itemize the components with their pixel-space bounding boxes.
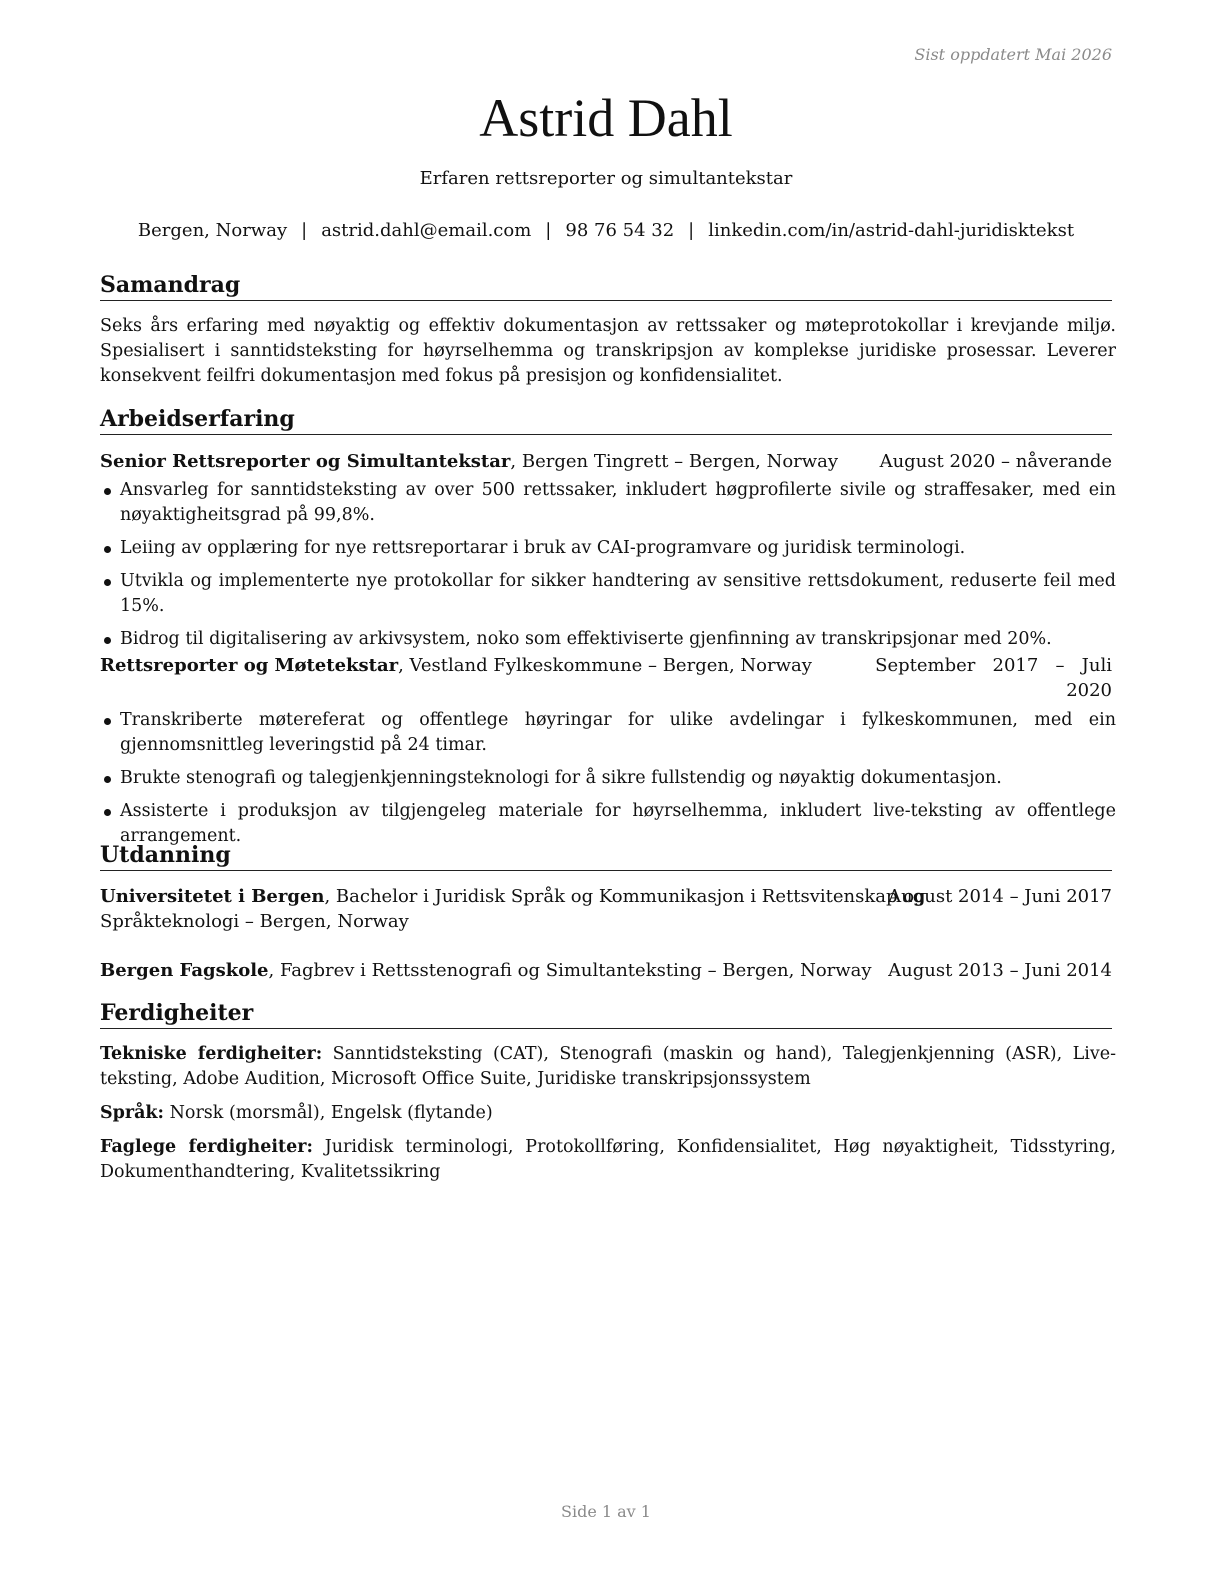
list-item: Transkriberte møtereferat og offentlege høyringar for ulike avdelingar i fylkeskommunen, med ein gjennomsnittleg leveringstid på 24 timar.: [100, 708, 1116, 758]
education-line1: [100, 884, 926, 909]
candidate-tagline: Erfaren rettsreporter og simultantekstar: [419, 168, 793, 189]
education-detail: , Fagbrev i Rettsstenografi og Simultanteksting – Bergen, Norway: [268, 960, 872, 981]
candidate-name: Astrid Dahl: [479, 88, 733, 148]
skills-value: Juridisk terminologi, Protokollføring, Konfidensialitet, Høg nøyaktigheit, Tidsstyring, Dokumenthandtering, Kvalitetssikring: [100, 1137, 1116, 1182]
job-org: , Vestland Fylkeskommune – Bergen, Norway: [398, 655, 812, 676]
contact-separator: |: [301, 220, 308, 241]
job-dates: August 2020 – nåverande: [879, 451, 1112, 472]
skills-label: Språk:: [100, 1103, 165, 1123]
section-title-education: Utdanning: [100, 840, 1112, 871]
skills-group-language: [100, 1101, 1116, 1126]
contact-email[interactable]: astrid.dahl@email.com: [321, 220, 532, 241]
section-title-summary: Samandrag: [100, 270, 1112, 301]
skills-value: Sanntidsteksting (CAT), Stenografi (maskin og hand), Talegjenkjenning (ASR), Live-teksting, Adobe Audition, Microsoft Office Suite, Juridiske transkripsjonssystem: [100, 1044, 1116, 1089]
list-item: Brukte stenografi og talegjenkjenningsteknologi for å sikre fullstendig og nøyaktig dokumentasjon.: [100, 766, 1116, 791]
contact-line: [100, 220, 1112, 241]
contact-separator: |: [688, 220, 695, 241]
section-title-experience: Arbeidserfaring: [100, 404, 1112, 435]
list-item: Utvikla og implementerte nye protokollar for sikker handtering av sensitive rettsdokument, reduserte feil med 15%.: [100, 569, 1116, 619]
education-dates: August 2014 – Juni 2017: [888, 886, 1112, 907]
contact-linkedin[interactable]: linkedin.com/in/astrid-dahl-juridisktekst: [708, 220, 1075, 241]
skills-label: Tekniske ferdigheiter:: [100, 1044, 323, 1064]
list-item: Ansvarleg for sanntidsteksting av over 500 rettssaker, inkludert høgprofilerte sivile og straffesaker, med ein nøyaktigheitsgrad på 99,8%.: [100, 478, 1116, 528]
education-detail: , Bachelor i Juridisk Språk og Kommunikasjon i Rettsvitenskap og: [324, 886, 926, 907]
last-updated-note: Sist oppdatert Mai 2026: [914, 45, 1112, 64]
skills-group-professional: [100, 1135, 1116, 1185]
contact-phone[interactable]: 98 76 54 32: [565, 220, 675, 241]
contact-separator: |: [545, 220, 552, 241]
education-line1: [100, 958, 872, 983]
job-role: Rettsreporter og Møtetekstar: [100, 655, 399, 676]
section-title-skills: Ferdigheiter: [100, 998, 1112, 1029]
education-school: Universitetet i Bergen: [100, 886, 325, 907]
job-title-line: [100, 653, 812, 678]
skills-group-technical: [100, 1042, 1116, 1092]
job-dates-line1: September 2017 – Juli: [875, 655, 1112, 676]
job-title-line: [100, 449, 838, 474]
contact-location: Bergen, Norway: [137, 220, 288, 241]
skills-value: Norsk (morsmål), Engelsk (flytande): [164, 1103, 493, 1123]
list-item: Bidrog til digitalisering av arkivsystem, noko som effektiviserte gjenfinning av transkripsjonar med 20%.: [100, 627, 1116, 652]
job-bullets: [100, 708, 1116, 857]
education-dates: August 2013 – Juni 2014: [888, 960, 1112, 981]
skills-label: Faglege ferdigheiter:: [100, 1137, 313, 1157]
job-dates-line2: 2020: [1066, 680, 1112, 701]
list-item: Assisterte i produksjon av tilgjengeleg materiale for høyrselhemma, inkludert live-teksting av offentlege arrangement.: [100, 799, 1116, 849]
education-school: Bergen Fagskole: [100, 960, 269, 981]
education-detail-line2: Språkteknologi – Bergen, Norway: [100, 911, 409, 932]
job-dates: [875, 653, 1112, 703]
resume-page: [100, 0, 1116, 1584]
summary-text: Seks års erfaring med nøyaktig og effektiv dokumentasjon av rettssaker og møteprotokollar i krevjande miljø. Spesialisert i sanntidsteksting for høyrselhemma og transkripsjon av komplekse juridiske prosessar. Leverer konsekvent feilfri dokumentasjon med fokus på presisjon og konfidensialitet.: [100, 316, 1116, 386]
list-item: Leiing av opplæring for nye rettsreportarar i bruk av CAI-programvare og juridisk terminologi.: [100, 536, 1116, 561]
page-number: Side 1 av 1: [561, 1502, 651, 1521]
job-role: Senior Rettsreporter og Simultantekstar: [100, 451, 511, 472]
job-org: , Bergen Tingrett – Bergen, Norway: [510, 451, 839, 472]
job-bullets: [100, 478, 1116, 660]
